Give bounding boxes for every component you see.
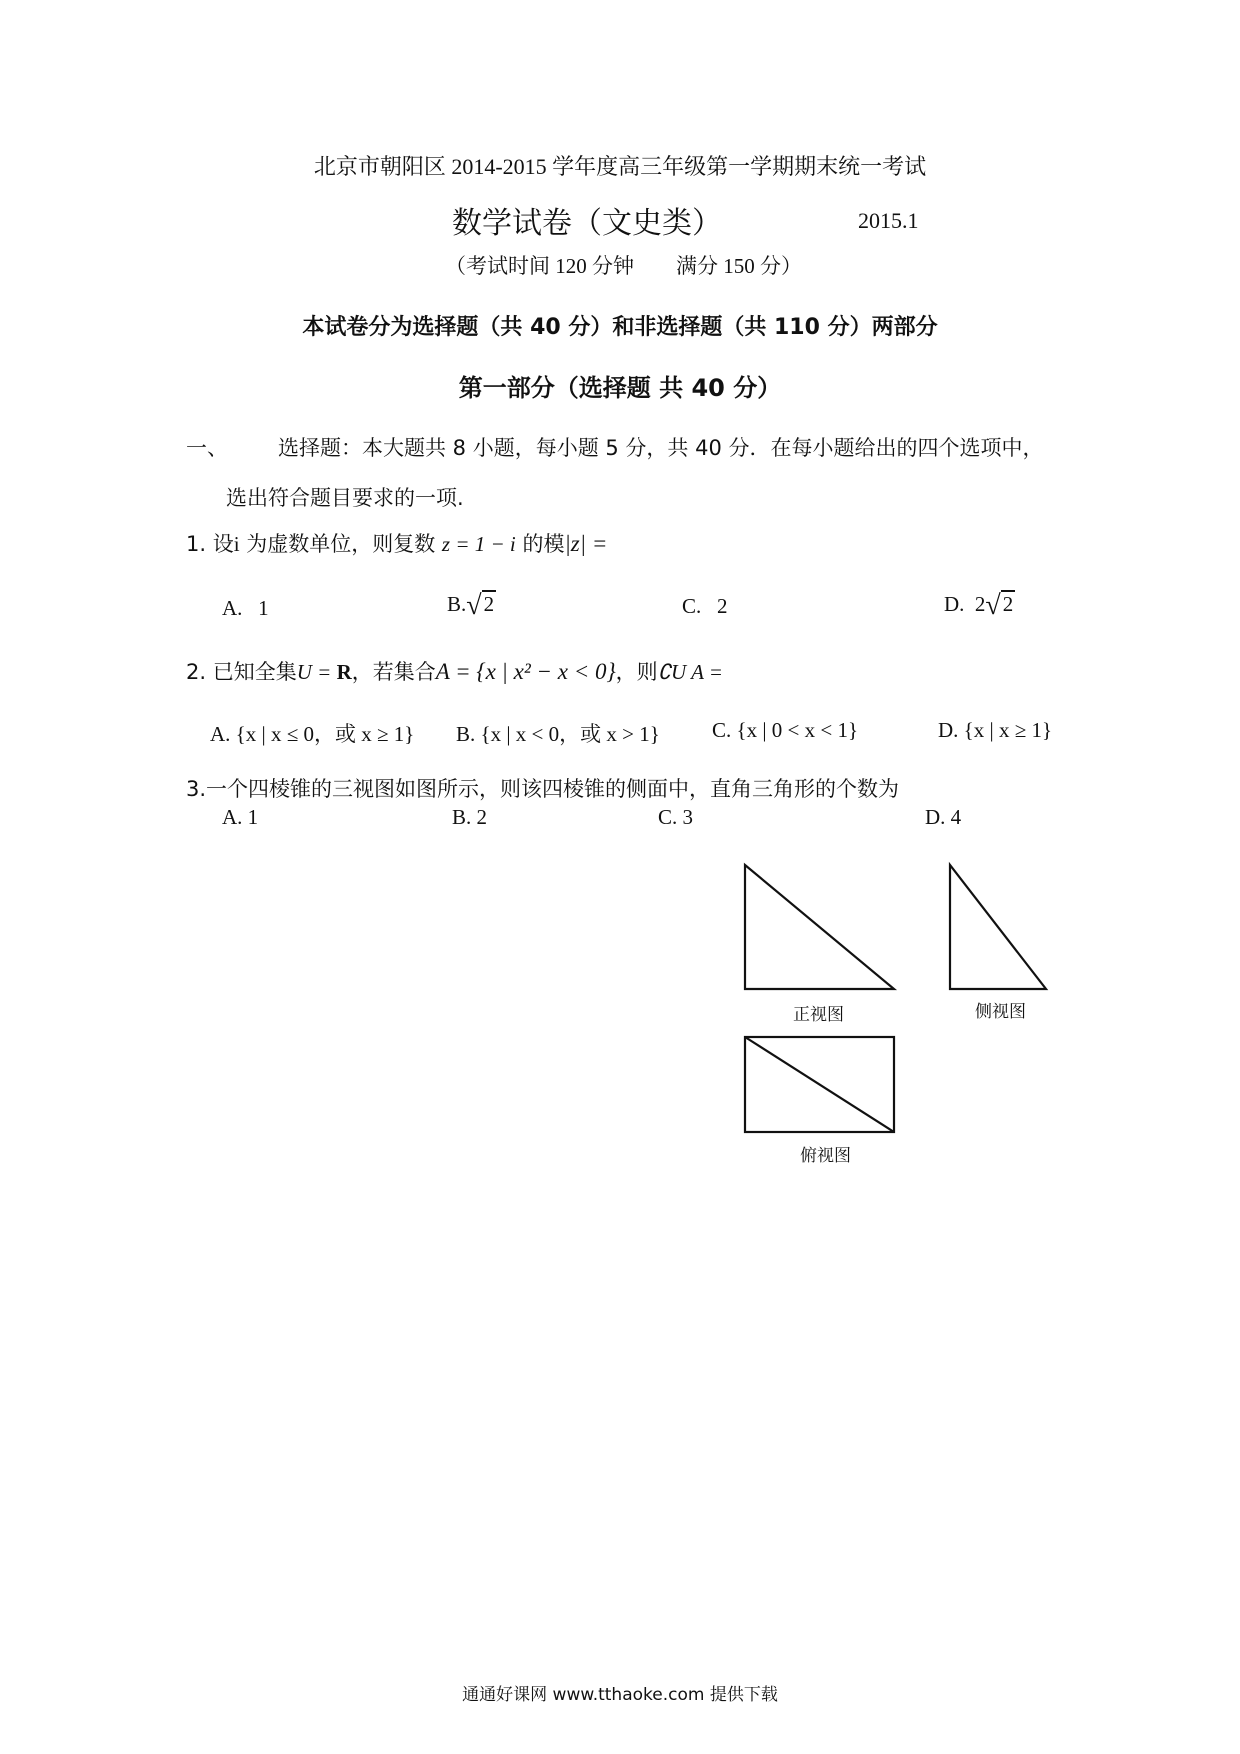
q2-option-c[interactable]: C. {x | 0 < x < 1} xyxy=(712,718,859,742)
exam-time-line: （考试时间 120 分钟 满分 150 分） xyxy=(445,254,802,278)
q1-option-d-value: 2 xyxy=(1002,592,1014,616)
q1-option-c-value: 2 xyxy=(717,594,728,618)
q2-mid: ，若集合 xyxy=(351,660,436,684)
page-footer: 通通好课网 www.tthaoke.com 提供下载 xyxy=(462,1685,778,1705)
top-view-diagonal xyxy=(745,1037,894,1132)
q1-option-d-label: D. xyxy=(944,592,965,616)
q1-tail: 的模 xyxy=(515,532,565,556)
question-3: 3.一个四棱锥的三视图如图所示，则该四棱锥的侧面中，直角三角形的个数为 xyxy=(186,777,900,801)
sqrt-symbol: √2 xyxy=(985,590,1014,621)
exam-date: 2015.1 xyxy=(858,208,919,233)
q3-option-d[interactable]: D. 4 xyxy=(925,805,962,829)
q2-option-b[interactable]: B. {x | x < 0，或 x > 1} xyxy=(456,722,660,746)
section-text: 选择题：本大题共 8 小题，每小题 5 分，共 40 分．在每小题给出的四个选项中， xyxy=(278,436,1044,460)
q3-option-b[interactable]: B. 2 xyxy=(452,805,488,829)
q1-option-d-coef: 2 xyxy=(974,592,986,616)
q1-prefix: 1. 设 xyxy=(186,532,234,556)
q2-r: R xyxy=(336,660,352,684)
front-view-label: 正视图 xyxy=(793,1005,844,1025)
q1-option-c-label: C. xyxy=(682,594,702,618)
q2-option-d[interactable]: D. {x | x ≥ 1} xyxy=(938,718,1053,742)
q1-modulus: |z| = xyxy=(564,531,608,556)
q2-set: A = {x | x² − x < 0} xyxy=(435,659,616,684)
q1-option-a-value: 1 xyxy=(258,596,269,620)
q1-expr: z = 1 − i xyxy=(441,532,516,556)
section-number: 一、 xyxy=(186,436,228,460)
q3-option-c[interactable]: C. 3 xyxy=(658,805,694,829)
sqrt-symbol: √2 xyxy=(466,590,495,621)
side-view-triangle xyxy=(950,865,1046,989)
q2-u: U = xyxy=(296,660,337,684)
top-view-label: 俯视图 xyxy=(800,1146,851,1166)
q1-i: i xyxy=(233,532,240,556)
q2-prefix: 2. 已知全集 xyxy=(186,660,297,684)
exam-header: 北京市朝阳区 2014-2015 学年度高三年级第一学期期末统一考试 xyxy=(313,154,927,179)
section-text-cont: 选出符合题目要求的一项. xyxy=(226,486,464,510)
side-view-label: 侧视图 xyxy=(975,1002,1026,1022)
q1-option-b-label: B. xyxy=(447,592,467,616)
exam-title: 数学试卷（文史类） xyxy=(452,207,722,240)
q1-option-a-label: A. xyxy=(222,596,243,620)
front-view-triangle xyxy=(745,865,894,989)
q1-option-b-value: 2 xyxy=(483,592,495,616)
q2-option-a[interactable]: A. {x | x ≤ 0，或 x ≥ 1} xyxy=(210,722,415,746)
part-title: 第一部分（选择题 共 40 分） xyxy=(458,374,782,402)
q2-tail: ，则 xyxy=(615,660,658,684)
exam-intro: 本试卷分为选择题（共 40 分）和非选择题（共 110 分）两部分 xyxy=(302,315,938,340)
q3-option-a[interactable]: A. 1 xyxy=(222,805,259,829)
q2-complement: ∁U A = xyxy=(657,660,723,684)
q1-mid: 为虚数单位，则复数 xyxy=(239,532,442,556)
